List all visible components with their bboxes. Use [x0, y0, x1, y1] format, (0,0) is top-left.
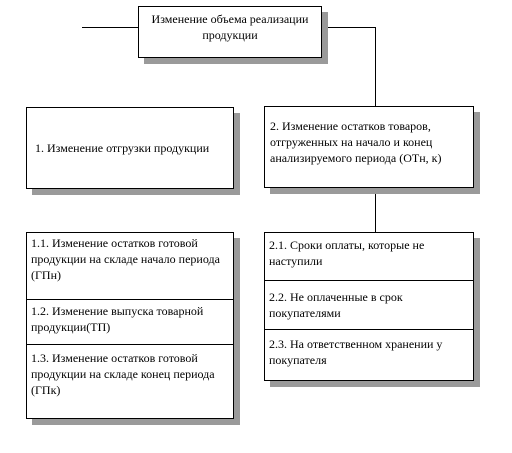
top-box: [138, 6, 322, 58]
left-list-item-3: 1.3. Изменение остатков готовой продукции на складе конец периода (ГПк): [31, 351, 215, 397]
right-header-label: 2. Изменение остатков товаров, отгруженных на начало и конец анализируемого периода (ОТн, к): [270, 119, 442, 165]
left-list-divider-2: [27, 344, 233, 345]
right-list-box: [264, 232, 474, 381]
left-list-item-2: 1.2. Изменение выпуска товарной продукции(ТП): [31, 304, 204, 334]
right-list-item-1: 2.1. Сроки оплаты, которые не наступили: [269, 238, 425, 268]
right-list-divider-2: [265, 329, 473, 330]
connector-top-right-vertical: [375, 27, 376, 106]
right-list-divider-1: [265, 280, 473, 281]
connector-top-left: [82, 27, 138, 28]
left-list-box: [26, 232, 234, 419]
left-list-item-1: 1.1. Изменение остатков готовой продукции на складе начало периода (ГПн): [31, 236, 220, 282]
connector-top-right-horizontal: [322, 27, 376, 28]
right-list-item-2: 2.2. Не оплаченные в срок покупателями: [269, 290, 403, 320]
left-header-label: 1. Изменение отгрузки продукции: [35, 141, 210, 155]
left-header-box: [26, 107, 234, 189]
top-box-label: Изменение объема реализации продукции: [151, 12, 309, 42]
left-list-divider-1: [27, 299, 233, 300]
right-list-item-3: 2.3. На ответственном хранении у покупателя: [269, 337, 443, 367]
right-header-box: [264, 106, 474, 188]
